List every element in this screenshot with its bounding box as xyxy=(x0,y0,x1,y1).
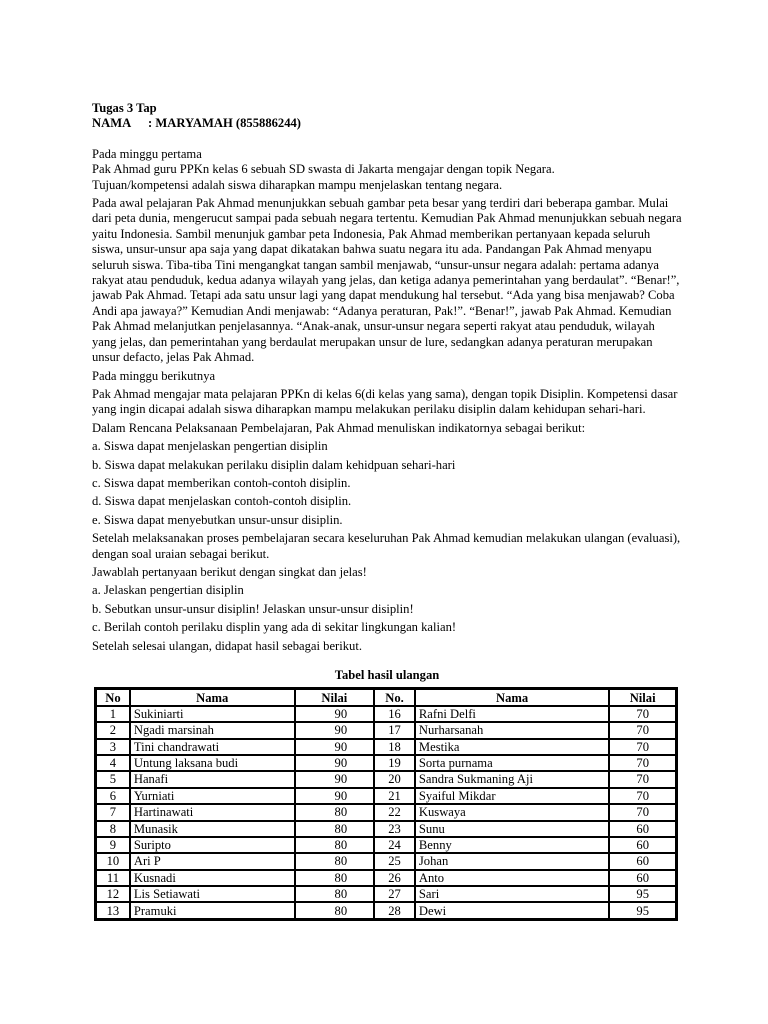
table-row xyxy=(96,706,676,722)
cell-no-2: 17 xyxy=(374,722,415,738)
cell-no: 13 xyxy=(96,902,130,918)
cell-nilai: 80 xyxy=(295,821,375,837)
table-row xyxy=(96,870,676,886)
week-one-story: Pada awal pelajaran Pak Ahmad menunjukkan sebuah gambar peta besar yang terdiri dari beberapa gambar. Mulai dari peta dunia, mengerucut sampai pada sebuah negara tertentu. Kemudian Pak Ahmad menunjukkan sebuah negara yaitu Indonesia. Sambil menunjuk gambar peta Indonesia, Pak Ahmad memberikan pertanyaan kepada seluruh siswa, unsur-unsur apa saja yang dapat dikatakan bahwa suatu negara itu ada. Pandangan Pak Ahmad menyapu seluruh siswa. Tiba-tiba Tini mengangkat tangan sambil menjawab, “unsur-unsur negara adalah: pertama adanya rakyat atau penduduk, kedua adanya wilayah yang jelas, dan ketiga adanya pemerintahan yang berdaulat”. “Benar!”, jawab Pak Ahmad. Tetapi ada satu unsur lagi yang dapat mendukung hal tersebut. “Ada yang bisa menjawab? Coba Andi apa jawaya?” Kemudian Andi menjawab: “Adanya peraturan, Pak!”. “Benar!”, jawab Pak Ahmad. Kemudian Pak Ahmad melanjutkan penjelasannya. “Anak-anak, unsur-unsur negara seperti rakyat atau penduduk, wilayah yang jelas, dan pemerintahan yang berdaulat merupakan unsur de lure, sedangkan adanya peraturan merupakan unsur defacto, jelas Pak Ahmad. xyxy=(92,196,682,365)
cell-no-2: 20 xyxy=(374,771,415,787)
cell-nama: Hartinawati xyxy=(130,804,295,820)
indicator-item: b. Siswa dapat melakukan perilaku disiplin dalam kehidpuan sehari-hari xyxy=(92,457,456,472)
cell-no: 7 xyxy=(96,804,130,820)
table-row xyxy=(96,755,676,771)
cell-no-2: 19 xyxy=(374,755,415,771)
question-item: b. Sebutkan unsur-unsur disiplin! Jelaskan unsur-unsur disiplin! xyxy=(92,601,414,616)
cell-no-2: 26 xyxy=(374,870,415,886)
cell-no: 2 xyxy=(96,722,130,738)
cell-nama-2: Sandra Sukmaning Aji xyxy=(415,771,609,787)
cell-nilai: 80 xyxy=(295,853,375,869)
cell-nama: Suripto xyxy=(130,837,295,853)
table-row xyxy=(96,886,676,902)
cell-nama: Lis Setiawati xyxy=(130,886,295,902)
cell-no-2: 28 xyxy=(374,902,415,918)
cell-no: 8 xyxy=(96,821,130,837)
table-title: Tabel hasil ulangan xyxy=(334,668,440,682)
cell-no-2: 18 xyxy=(374,739,415,755)
assignment-title: Tugas 3 Tap xyxy=(92,101,157,115)
cell-no-2: 22 xyxy=(374,804,415,820)
table-header-row xyxy=(96,689,676,705)
cell-no-2: 25 xyxy=(374,853,415,869)
header-nama: Nama xyxy=(130,689,295,705)
rpp-intro: Dalam Rencana Pelaksanaan Pembelajaran, Pak Ahmad menuliskan indikatornya sebagai berikut: xyxy=(92,420,586,435)
table-row xyxy=(96,771,676,787)
cell-nilai-2: 70 xyxy=(609,739,676,755)
header-nilai-2: Nilai xyxy=(609,689,676,705)
table-row xyxy=(96,804,676,820)
cell-nama: Ari P xyxy=(130,853,295,869)
cell-nama-2: Benny xyxy=(415,837,609,853)
cell-no: 1 xyxy=(96,706,130,722)
table-row xyxy=(96,821,676,837)
cell-nilai-2: 70 xyxy=(609,755,676,771)
cell-nilai: 80 xyxy=(295,804,375,820)
cell-nilai: 80 xyxy=(295,837,375,853)
cell-nilai: 90 xyxy=(295,771,375,787)
cell-nilai-2: 95 xyxy=(609,902,676,918)
cell-no: 3 xyxy=(96,739,130,755)
cell-no-2: 21 xyxy=(374,788,415,804)
name-value: : MARYAMAH (855886244) xyxy=(148,116,301,131)
evaluation-intro: Setelah melaksanakan proses pembelajaran secara keseluruhan Pak Ahmad kemudian melakukan ulangan (evaluasi), dengan soal uraian sebagai berikut. xyxy=(92,531,681,561)
indicator-item: c. Siswa dapat memberikan contoh-contoh disiplin. xyxy=(92,475,351,490)
cell-nama-2: Rafni Delfi xyxy=(415,706,609,722)
week-one-heading: Pada minggu pertama xyxy=(92,146,202,161)
cell-no: 11 xyxy=(96,870,130,886)
cell-nama: Sukiniarti xyxy=(130,706,295,722)
cell-no: 9 xyxy=(96,837,130,853)
student-name-line xyxy=(92,116,682,131)
cell-nilai: 80 xyxy=(295,902,375,918)
cell-nilai-2: 70 xyxy=(609,706,676,722)
cell-nilai-2: 60 xyxy=(609,853,676,869)
cell-nilai-2: 70 xyxy=(609,788,676,804)
cell-nama-2: Dewi xyxy=(415,902,609,918)
cell-nilai: 90 xyxy=(295,706,375,722)
cell-nama-2: Nurharsanah xyxy=(415,722,609,738)
cell-nilai: 90 xyxy=(295,755,375,771)
cell-nama-2: Sunu xyxy=(415,821,609,837)
cell-nama-2: Johan xyxy=(415,853,609,869)
table-row xyxy=(96,837,676,853)
table-row xyxy=(96,902,676,918)
cell-no: 12 xyxy=(96,886,130,902)
cell-nilai: 90 xyxy=(295,788,375,804)
cell-nama: Ngadi marsinah xyxy=(130,722,295,738)
cell-no: 10 xyxy=(96,853,130,869)
header-no-2: No. xyxy=(374,689,415,705)
cell-nilai-2: 60 xyxy=(609,821,676,837)
name-label: NAMA xyxy=(92,116,132,131)
cell-nama-2: Kuswaya xyxy=(415,804,609,820)
cell-no-2: 23 xyxy=(374,821,415,837)
cell-no: 4 xyxy=(96,755,130,771)
cell-nama-2: Sorta purnama xyxy=(415,755,609,771)
week-two-heading: Pada minggu berikutnya xyxy=(92,368,216,383)
cell-no-2: 24 xyxy=(374,837,415,853)
question-instruction: Jawablah pertanyaan berikut dengan singkat dan jelas! xyxy=(92,564,367,579)
cell-nama: Hanafi xyxy=(130,771,295,787)
cell-nilai-2: 70 xyxy=(609,804,676,820)
indicator-item: e. Siswa dapat menyebutkan unsur-unsur disiplin. xyxy=(92,512,343,527)
cell-nama-2: Syaiful Mikdar xyxy=(415,788,609,804)
cell-nama-2: Mestika xyxy=(415,739,609,755)
cell-nilai: 80 xyxy=(295,886,375,902)
question-item: c. Berilah contoh perilaku displin yang ada di sekitar lingkungan kalian! xyxy=(92,620,457,635)
cell-nama: Kusnadi xyxy=(130,870,295,886)
table-row xyxy=(96,788,676,804)
cell-nilai: 90 xyxy=(295,722,375,738)
cell-nama: Pramuki xyxy=(130,902,295,918)
indicator-item: d. Siswa dapat menjelaskan contoh-contoh disiplin. xyxy=(92,494,352,509)
header-no: No xyxy=(96,689,130,705)
cell-nilai-2: 95 xyxy=(609,886,676,902)
header-nilai: Nilai xyxy=(295,689,375,705)
cell-no-2: 27 xyxy=(374,886,415,902)
results-intro: Setelah selesai ulangan, didapat hasil sebagai berikut. xyxy=(92,638,362,653)
cell-nilai: 80 xyxy=(295,870,375,886)
cell-no: 6 xyxy=(96,788,130,804)
cell-nama: Yurniati xyxy=(130,788,295,804)
week-two-intro: Pak Ahmad mengajar mata pelajaran PPKn di kelas 6(di kelas yang sama), dengan topik Disiplin. Kompetensi dasar yang ingin dicapai adalah siswa diharapkan mampu melakukan perilaku disiplin dalam kehidupan sehari-hari. xyxy=(92,386,678,417)
cell-nilai-2: 60 xyxy=(609,837,676,853)
cell-nilai-2: 70 xyxy=(609,771,676,787)
header-nama-2: Nama xyxy=(415,689,609,705)
document-content xyxy=(92,101,682,921)
question-item: a. Jelaskan pengertian disiplin xyxy=(92,583,244,598)
week-one-goal: Tujuan/kompetensi adalah siswa diharapkan mampu menjelaskan tentang negara. xyxy=(92,177,503,192)
cell-nama: Untung laksana budi xyxy=(130,755,295,771)
table-row xyxy=(96,853,676,869)
table-row xyxy=(96,722,676,738)
table-row xyxy=(96,739,676,755)
results-table xyxy=(94,687,678,920)
cell-nilai: 90 xyxy=(295,739,375,755)
cell-nama: Munasik xyxy=(130,821,295,837)
cell-nama-2: Anto xyxy=(415,870,609,886)
cell-nilai-2: 60 xyxy=(609,870,676,886)
cell-no-2: 16 xyxy=(374,706,415,722)
week-one-intro: Pak Ahmad guru PPKn kelas 6 sebuah SD swasta di Jakarta mengajar dengan topik Negara. xyxy=(92,162,555,177)
cell-nama: Tini chandrawati xyxy=(130,739,295,755)
cell-nama-2: Sari xyxy=(415,886,609,902)
cell-nilai-2: 70 xyxy=(609,722,676,738)
indicator-item: a. Siswa dapat menjelaskan pengertian disiplin xyxy=(92,439,328,454)
cell-no: 5 xyxy=(96,771,130,787)
